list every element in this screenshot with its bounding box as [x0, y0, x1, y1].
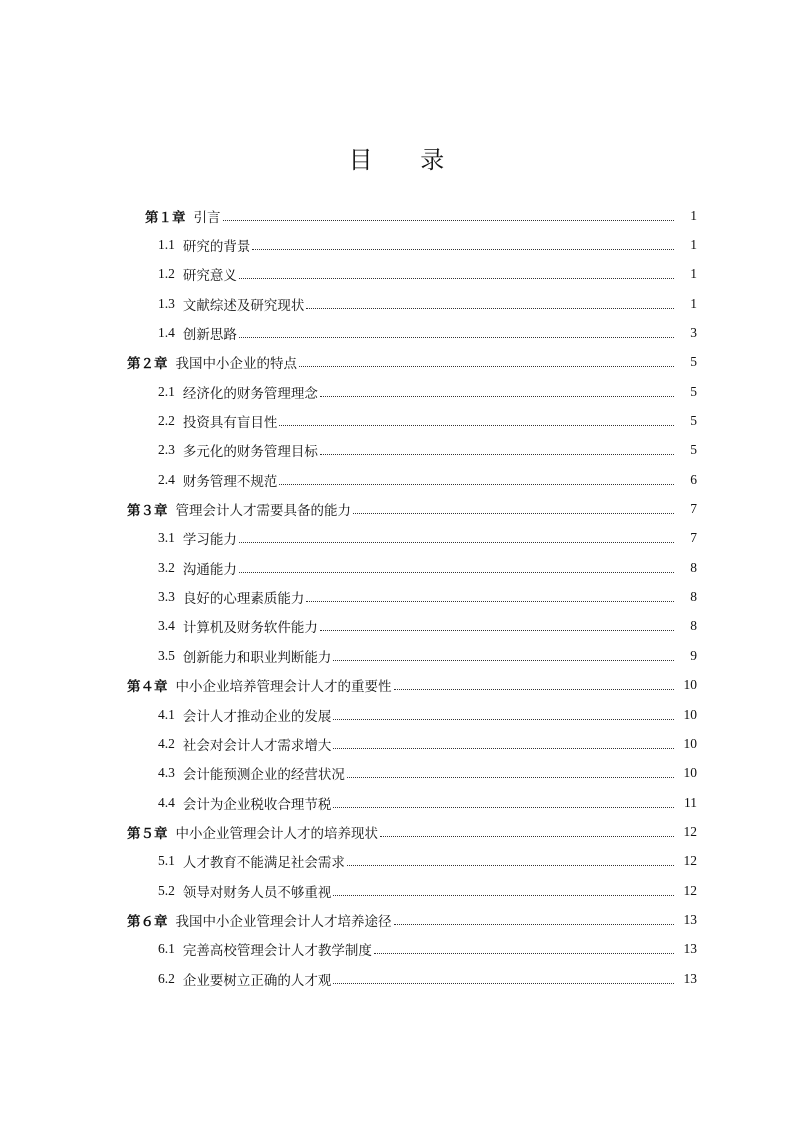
toc-dot-leader	[333, 747, 674, 749]
toc-page-number: 5	[690, 383, 697, 399]
toc-entry-number: 4.4	[158, 794, 175, 810]
toc-dot-leader	[252, 248, 674, 250]
toc-dot-leader	[320, 453, 674, 455]
toc-entry-title: 会计为企业税收合理节税	[182, 796, 332, 813]
toc-section-entry[interactable]	[158, 582, 697, 611]
toc-section-entry[interactable]	[158, 964, 697, 993]
toc-section-entry[interactable]	[158, 230, 697, 259]
toc-entry-number: 3.4	[158, 618, 175, 634]
toc-section-entry[interactable]	[158, 524, 697, 553]
toc-entry-label	[127, 675, 392, 695]
toc-entry-title: 会计人才推动企业的发展	[182, 708, 332, 725]
toc-entry-title: 领导对财务人员不够重视	[182, 884, 332, 901]
toc-entry-title: 创新思路	[182, 327, 237, 344]
toc-section-entry[interactable]	[158, 935, 697, 964]
toc-page-number: 8	[690, 559, 697, 575]
toc-page-number: 1	[690, 266, 697, 282]
toc-entry-label	[158, 851, 345, 871]
toc-entry-number: 3.2	[158, 559, 175, 575]
toc-entry-label	[145, 206, 221, 226]
toc-entry-number: 第４章	[127, 679, 168, 696]
table-of-contents	[0, 201, 793, 993]
toc-chapter-entry[interactable]	[127, 494, 697, 523]
toc-dot-leader	[306, 307, 674, 309]
toc-chapter-entry[interactable]	[127, 671, 697, 700]
toc-entry-title: 研究的背景	[182, 239, 251, 256]
toc-page-number: 13	[683, 970, 697, 986]
toc-entry-number: 1.1	[158, 237, 175, 253]
toc-entry-label	[158, 235, 250, 255]
toc-page-number: 1	[690, 237, 697, 253]
toc-entry-number: 第５章	[127, 825, 168, 842]
toc-section-entry[interactable]	[158, 847, 697, 876]
toc-entry-label	[158, 793, 331, 813]
toc-page-number: 5	[690, 413, 697, 429]
toc-entry-title: 计算机及财务软件能力	[182, 620, 318, 637]
toc-page-number: 1	[690, 295, 697, 311]
toc-entry-title: 企业要树立正确的人才观	[182, 972, 332, 989]
toc-entry-label	[158, 411, 277, 431]
toc-dot-leader	[279, 424, 674, 426]
toc-entry-label	[158, 323, 237, 343]
toc-entry-title: 学习能力	[182, 532, 237, 549]
toc-entry-title: 引言	[193, 209, 221, 226]
toc-entry-number: 4.1	[158, 706, 175, 722]
toc-section-entry[interactable]	[158, 406, 697, 435]
toc-entry-label	[127, 352, 297, 372]
toc-entry-label	[158, 939, 372, 959]
toc-dot-leader	[353, 512, 674, 514]
toc-entry-label	[127, 910, 392, 930]
toc-entry-title: 沟通能力	[182, 561, 237, 578]
toc-entry-title: 良好的心理素质能力	[182, 591, 305, 608]
toc-page-number: 3	[690, 325, 697, 341]
toc-entry-label	[158, 440, 318, 460]
toc-entry-number: 6.2	[158, 970, 175, 986]
toc-entry-title: 研究意义	[182, 268, 237, 285]
toc-section-entry[interactable]	[158, 700, 697, 729]
toc-page-number: 5	[690, 442, 697, 458]
toc-entry-number: 1.3	[158, 295, 175, 311]
toc-dot-leader	[306, 600, 674, 602]
toc-dot-leader	[239, 571, 674, 573]
toc-entry-title: 财务管理不规范	[182, 473, 278, 490]
toc-entry-number: 4.2	[158, 735, 175, 751]
toc-entry-title: 我国中小企业的特点	[175, 356, 297, 373]
toc-entry-label	[158, 558, 237, 578]
toc-entry-label	[158, 734, 331, 754]
toc-entry-title: 文献综述及研究现状	[182, 297, 305, 314]
toc-dot-leader	[347, 776, 674, 778]
toc-section-entry[interactable]	[158, 553, 697, 582]
toc-section-entry[interactable]	[158, 788, 697, 817]
toc-dot-leader	[394, 923, 675, 925]
toc-entry-label	[158, 616, 318, 636]
toc-entry-label	[158, 382, 318, 402]
toc-entry-number: 2.2	[158, 413, 175, 429]
toc-section-entry[interactable]	[158, 318, 697, 347]
toc-entry-label	[158, 646, 331, 666]
toc-entry-title: 会计能预测企业的经营状况	[182, 767, 345, 784]
toc-dot-leader	[239, 336, 674, 338]
toc-page-number: 12	[683, 823, 697, 839]
toc-entry-number: 5.2	[158, 882, 175, 898]
toc-entry-number: 3.3	[158, 589, 175, 605]
toc-dot-leader	[239, 277, 674, 279]
toc-section-entry[interactable]	[158, 465, 697, 494]
toc-entry-number: 第１章	[145, 209, 186, 226]
toc-dot-leader	[374, 952, 674, 954]
toc-entry-title: 中小企业培养管理会计人才的重要性	[175, 679, 392, 696]
toc-section-entry[interactable]	[158, 641, 697, 670]
toc-entry-number: 1.4	[158, 325, 175, 341]
toc-entry-label	[158, 294, 304, 314]
toc-dot-leader	[279, 483, 674, 485]
toc-section-entry[interactable]	[158, 729, 697, 758]
toc-page-number: 10	[683, 706, 697, 722]
toc-entry-title: 社会对会计人才需求增大	[182, 737, 332, 754]
toc-entry-number: 3.1	[158, 530, 175, 546]
toc-entry-number: 4.3	[158, 765, 175, 781]
toc-entry-number: 3.5	[158, 647, 175, 663]
toc-entry-title: 创新能力和职业判断能力	[182, 649, 332, 666]
toc-dot-leader	[347, 864, 674, 866]
toc-entry-number: 第３章	[127, 503, 168, 520]
toc-page-number: 13	[683, 911, 697, 927]
toc-dot-leader	[239, 541, 674, 543]
toc-entry-number: 第２章	[127, 356, 168, 373]
toc-entry-title: 投资具有盲目性	[182, 415, 278, 432]
toc-dot-leader	[394, 688, 675, 690]
toc-page-number: 6	[690, 471, 697, 487]
toc-chapter-entry[interactable]	[145, 201, 697, 230]
toc-entry-title: 中小企业管理会计人才的培养现状	[175, 825, 378, 842]
toc-entry-label	[158, 587, 304, 607]
toc-entry-number: 第６章	[127, 913, 168, 930]
toc-entry-label	[127, 499, 351, 519]
toc-dot-leader	[333, 806, 674, 808]
toc-entry-title: 多元化的财务管理目标	[182, 444, 318, 461]
toc-entry-number: 5.1	[158, 853, 175, 869]
toc-page-number: 7	[690, 530, 697, 546]
toc-chapter-entry[interactable]	[127, 817, 697, 846]
toc-page-number: 12	[683, 853, 697, 869]
toc-dot-leader	[333, 659, 674, 661]
toc-dot-leader	[333, 718, 674, 720]
toc-section-entry[interactable]	[158, 377, 697, 406]
toc-page-number: 10	[683, 677, 697, 693]
toc-entry-title: 我国中小企业管理会计人才培养途径	[175, 913, 392, 930]
toc-page-number: 1	[690, 207, 697, 223]
toc-page-number: 8	[690, 618, 697, 634]
toc-page-number: 5	[690, 354, 697, 370]
toc-dot-leader	[380, 835, 674, 837]
toc-entry-label	[158, 264, 237, 284]
toc-dot-leader	[320, 629, 674, 631]
toc-entry-number: 1.2	[158, 266, 175, 282]
toc-entry-title: 完善高校管理会计人才教学制度	[182, 943, 372, 960]
toc-entry-label	[158, 705, 331, 725]
toc-dot-leader	[223, 219, 675, 221]
toc-entry-title: 人才教育不能满足社会需求	[182, 855, 345, 872]
toc-entry-title: 管理会计人才需要具备的能力	[175, 503, 351, 520]
toc-section-entry[interactable]	[158, 289, 697, 318]
toc-entry-number: 2.1	[158, 383, 175, 399]
toc-entry-label	[158, 969, 331, 989]
toc-entry-title: 经济化的财务管理理念	[182, 385, 318, 402]
toc-chapter-entry[interactable]	[127, 348, 697, 377]
toc-dot-leader	[320, 395, 674, 397]
toc-section-entry[interactable]	[158, 612, 697, 641]
toc-section-entry[interactable]	[158, 876, 697, 905]
toc-page-number: 12	[683, 882, 697, 898]
toc-page-number: 10	[683, 765, 697, 781]
toc-page-number: 11	[684, 794, 697, 810]
toc-entry-number: 2.3	[158, 442, 175, 458]
toc-entry-number: 6.1	[158, 941, 175, 957]
toc-entry-label	[127, 822, 378, 842]
toc-chapter-entry[interactable]	[127, 905, 697, 934]
toc-dot-leader	[333, 982, 674, 984]
toc-page-number: 8	[690, 589, 697, 605]
toc-section-entry[interactable]	[158, 436, 697, 465]
toc-dot-leader	[299, 365, 674, 367]
toc-entry-label	[158, 763, 345, 783]
toc-page-number: 13	[683, 941, 697, 957]
toc-page-number: 7	[690, 501, 697, 517]
toc-entry-number: 2.4	[158, 471, 175, 487]
toc-page-number: 9	[690, 647, 697, 663]
toc-section-entry[interactable]	[158, 759, 697, 788]
toc-section-entry[interactable]	[158, 260, 697, 289]
toc-entry-label	[158, 881, 331, 901]
toc-dot-leader	[333, 894, 674, 896]
toc-entry-label	[158, 528, 237, 548]
toc-entry-label	[158, 470, 277, 490]
toc-page-number: 10	[683, 735, 697, 751]
page-title: 目 录	[348, 146, 465, 174]
